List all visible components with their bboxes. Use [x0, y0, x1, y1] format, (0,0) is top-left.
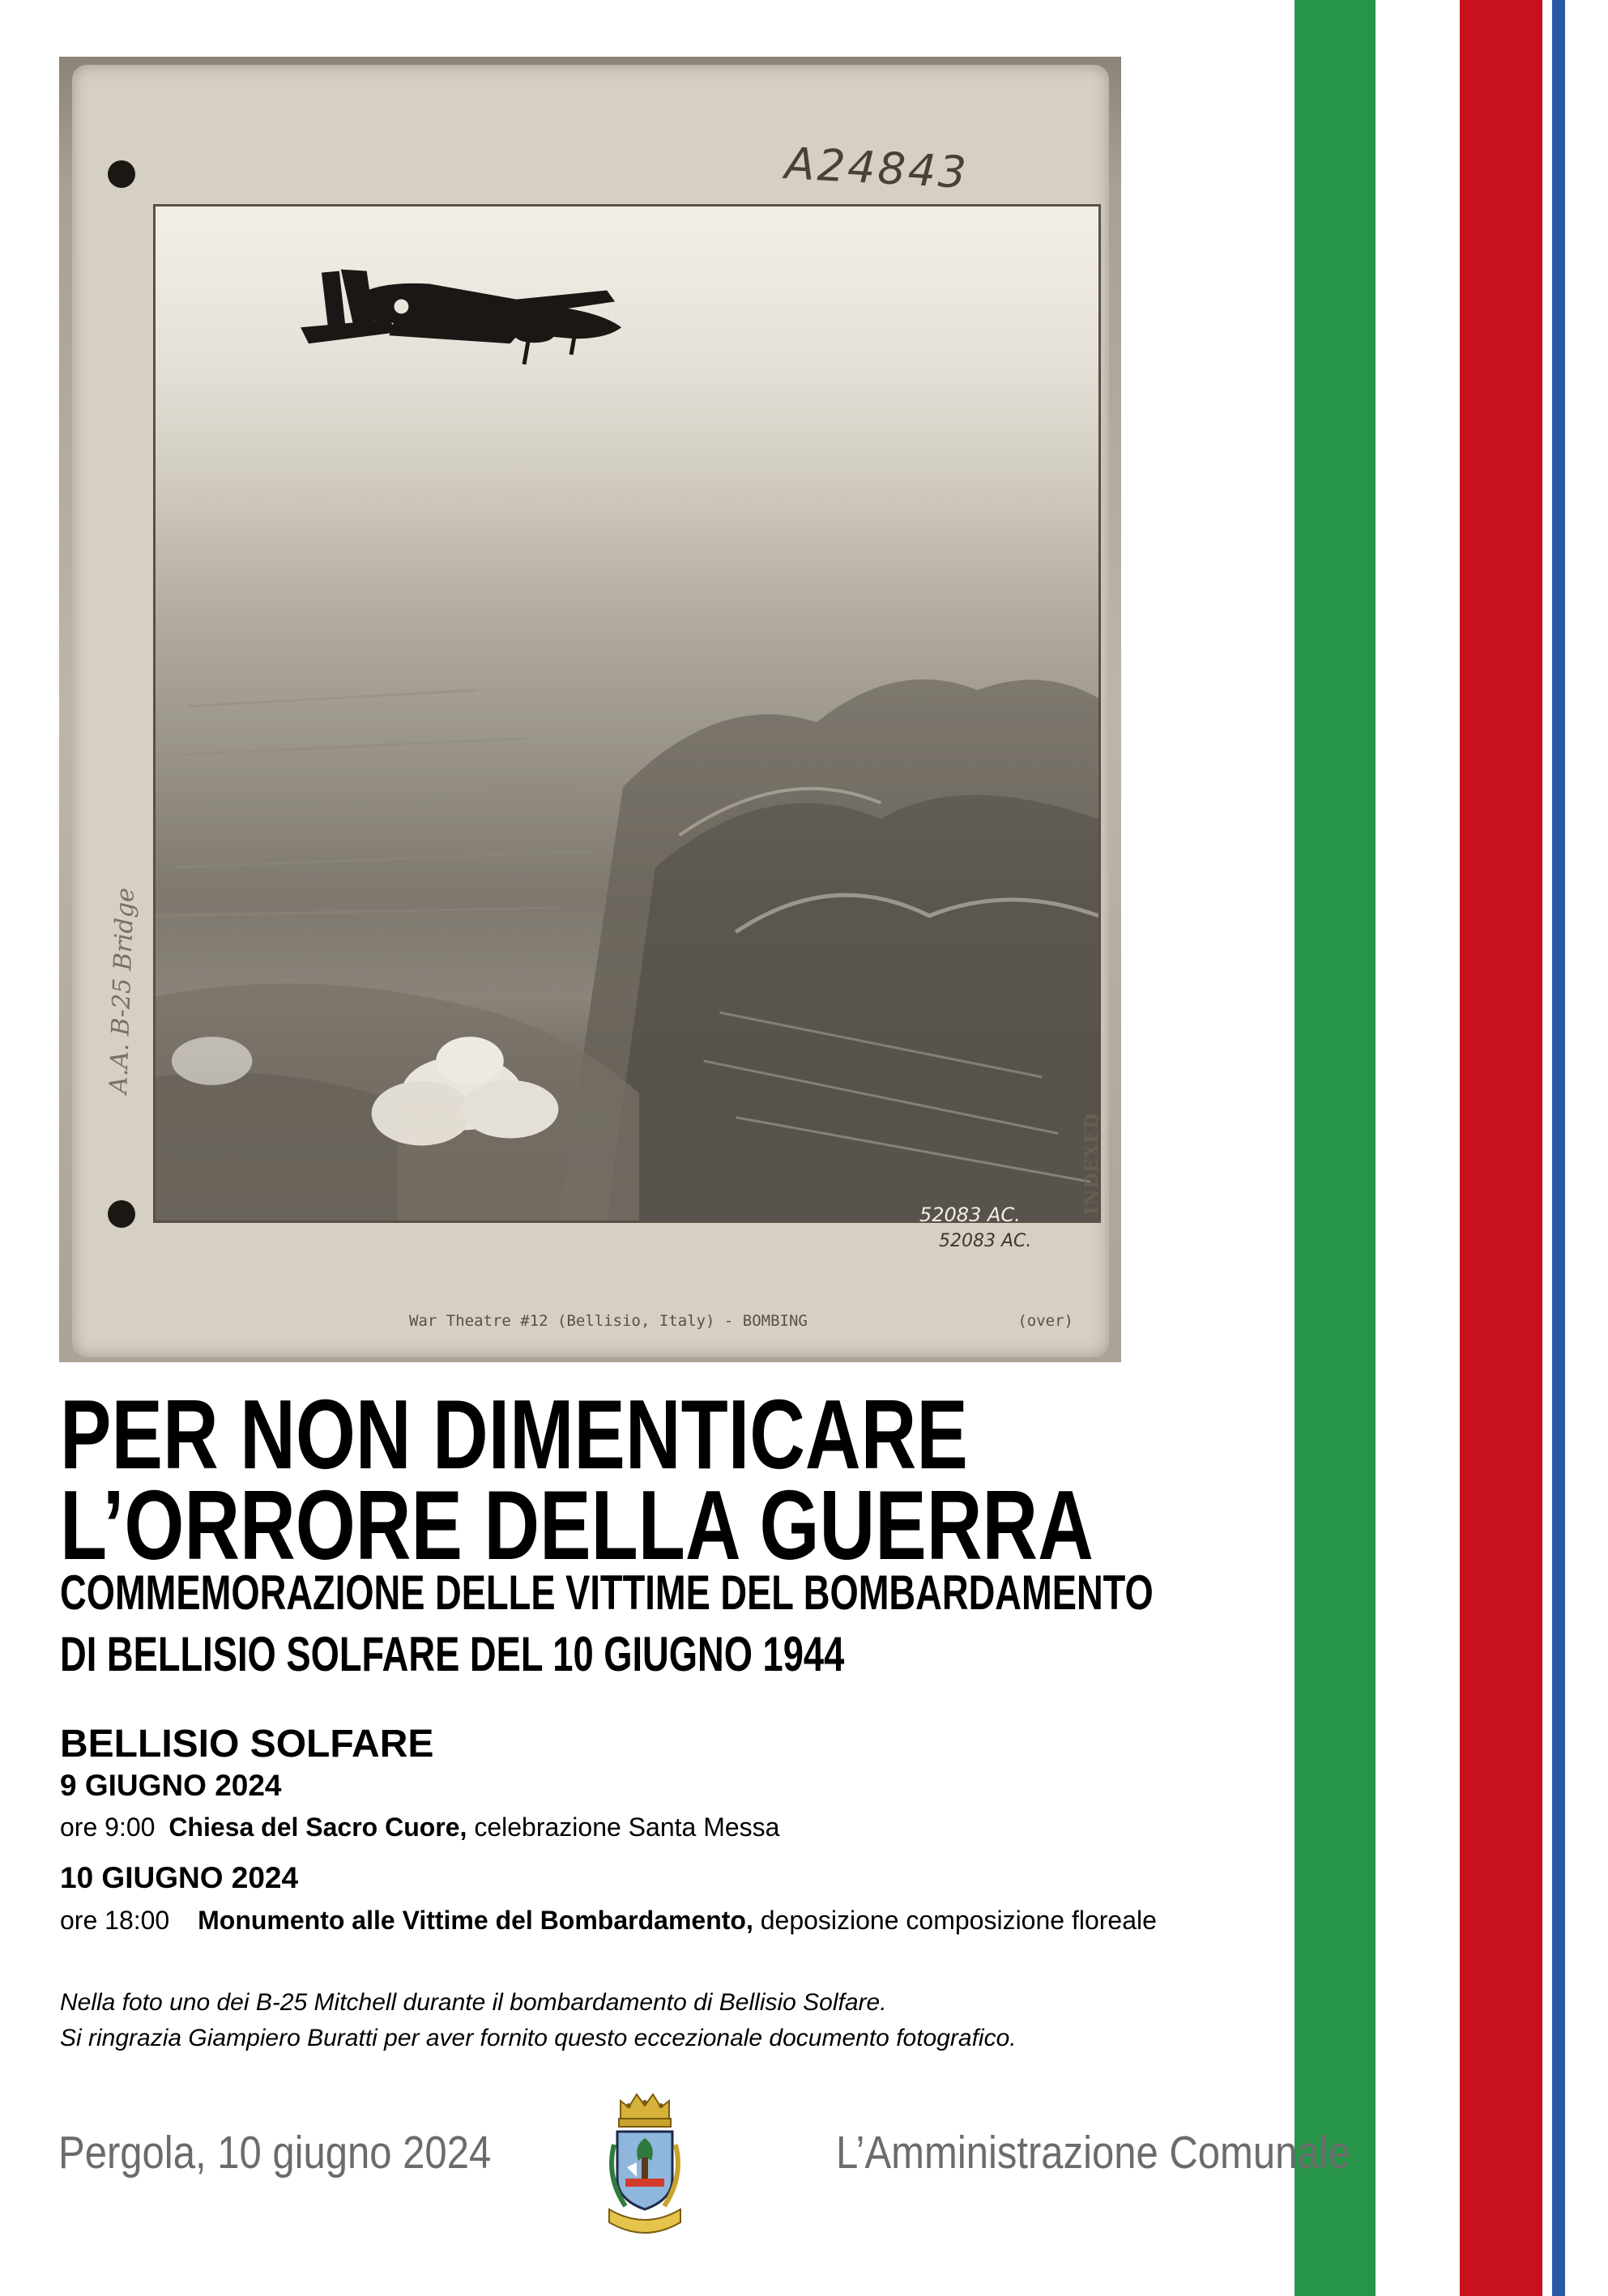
photo-indexed-stamp: INDEXED: [1081, 1112, 1103, 1215]
footer-signature: L’Amministrazione Comunale: [836, 2127, 1350, 2179]
aerial-landscape-image: [156, 207, 1098, 1220]
archival-photo: [59, 57, 1121, 1362]
event-time: ore 9:00: [60, 1813, 156, 1842]
flag-stripe-gap: [1542, 0, 1552, 2296]
photo-negative-number: 52083 AC.: [919, 1203, 1021, 1226]
punch-hole-icon: [108, 1200, 135, 1228]
footer-place-date: Pergola, 10 giugno 2024: [58, 2127, 492, 2179]
event-time: ore 18:00: [60, 1906, 170, 1935]
event-date: 9 GIUGNO 2024: [60, 1769, 282, 1802]
flag-stripe-white: [1376, 0, 1460, 2296]
event-activity: deposizione composizione floreale: [760, 1906, 1157, 1935]
subtitle-line-1: COMMEMORAZIONE DELLE VITTIME DEL BOMBARDAMENTO: [60, 1565, 1154, 1620]
event-venue: Monumento alle Vittime del Bombardamento,: [198, 1906, 753, 1935]
photo-typed-caption-over: (over): [1017, 1312, 1073, 1330]
flag-stripe-red: [1460, 0, 1542, 2296]
event-detail: [60, 1907, 1157, 1933]
photo-side-handwritten-note: A.A. B-25 Bridge: [104, 887, 140, 1095]
photo-negative-number-handwritten: 52083 AC.: [939, 1231, 1032, 1251]
event-place: BELLISIO SOLFARE: [60, 1723, 434, 1766]
main-title-line-1: PER NON DIMENTICARE: [60, 1379, 968, 1489]
photo-credit-note-1: Nella foto uno dei B-25 Mitchell durante il bombardamento di Bellisio Solfare.: [60, 1989, 887, 2016]
punch-hole-icon: [108, 160, 135, 188]
photo-card: [72, 65, 1109, 1357]
flag-stripe-blue: [1552, 0, 1565, 2296]
photo-reference-number: A24843: [783, 138, 970, 198]
photo-image: [153, 204, 1101, 1223]
main-title-line-2: L’ORRORE DELLA GUERRA: [60, 1470, 1094, 1580]
subtitle-line-2: DI BELLISIO SOLFARE DEL 10 GIUGNO 1944: [60, 1627, 845, 1681]
event-detail: [60, 1814, 779, 1840]
event-venue: Chiesa del Sacro Cuore,: [168, 1813, 467, 1842]
municipal-coat-of-arms-icon: [601, 2088, 689, 2243]
photo-typed-caption-text: War Theatre #12 (Bellisio, Italy) - BOMBING: [409, 1312, 808, 1330]
flag-stripe-green: [1295, 0, 1376, 2296]
event-date: 10 GIUGNO 2024: [60, 1861, 299, 1894]
event-activity: celebrazione Santa Messa: [474, 1813, 780, 1842]
photo-typed-caption: [409, 1312, 1073, 1330]
photo-credit-note-2: Si ringrazia Giampiero Buratti per aver fornito questo eccezionale documento fotografico.: [60, 2025, 1017, 2051]
